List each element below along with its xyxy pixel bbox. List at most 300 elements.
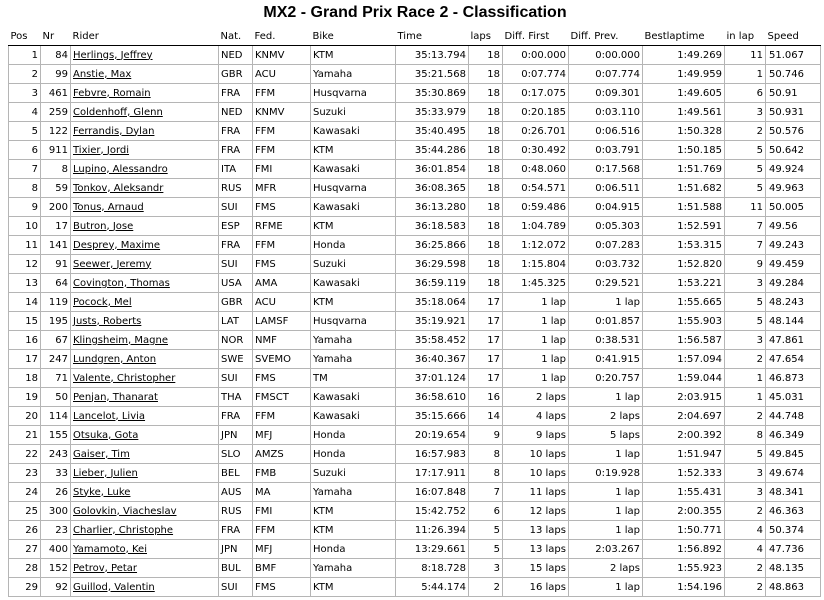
- col-header-in-lap: in lap: [725, 28, 766, 46]
- time-cell: 36:29.598: [396, 255, 469, 274]
- rider-link[interactable]: Styke, Luke: [73, 486, 131, 498]
- in-lap-cell: 2: [725, 350, 766, 369]
- diff-first-cell: 1 lap: [503, 350, 569, 369]
- rider-link[interactable]: Justs, Roberts: [73, 315, 142, 327]
- diff-first-cell: 16 laps: [503, 578, 569, 597]
- nat-cell: NOR: [219, 331, 253, 350]
- bestlap-cell: 1:51.588: [643, 198, 725, 217]
- nr-cell: 59: [41, 179, 71, 198]
- nr-cell: 400: [41, 540, 71, 559]
- fed-cell: AMZS: [253, 445, 311, 464]
- col-header-laps: laps: [469, 28, 503, 46]
- time-cell: 35:40.495: [396, 122, 469, 141]
- diff-prev-cell: 0:07.283: [569, 236, 643, 255]
- rider-cell: [71, 179, 219, 198]
- pos-cell: 12: [9, 255, 41, 274]
- time-cell: 5:44.174: [396, 578, 469, 597]
- rider-cell: [71, 483, 219, 502]
- nr-cell: 152: [41, 559, 71, 578]
- in-lap-cell: 3: [725, 331, 766, 350]
- speed-cell: 50.91: [766, 84, 821, 103]
- rider-link[interactable]: Tonus, Arnaud: [73, 201, 144, 213]
- rider-link[interactable]: Coldenhoff, Glenn: [73, 106, 163, 118]
- diff-prev-cell: 2 laps: [569, 407, 643, 426]
- table-row: [9, 179, 821, 198]
- time-cell: 35:13.794: [396, 46, 469, 65]
- diff-first-cell: 13 laps: [503, 521, 569, 540]
- pos-cell: 1: [9, 46, 41, 65]
- laps-cell: 17: [469, 293, 503, 312]
- rider-link[interactable]: Golovkin, Viacheslav: [73, 505, 177, 517]
- pos-cell: 23: [9, 464, 41, 483]
- nr-cell: 461: [41, 84, 71, 103]
- in-lap-cell: 11: [725, 198, 766, 217]
- rider-link[interactable]: Yamamoto, Kei: [73, 543, 147, 555]
- bestlap-cell: 1:50.328: [643, 122, 725, 141]
- laps-cell: 18: [469, 179, 503, 198]
- nat-cell: ITA: [219, 160, 253, 179]
- fed-cell: BMF: [253, 559, 311, 578]
- col-header-bestlaptime: Bestlaptime: [643, 28, 725, 46]
- col-header-diff-first: Diff. First: [503, 28, 569, 46]
- diff-prev-cell: 0:41.915: [569, 350, 643, 369]
- speed-cell: 49.459: [766, 255, 821, 274]
- table-row: [9, 369, 821, 388]
- rider-link[interactable]: Pocock, Mel: [73, 296, 132, 308]
- time-cell: 35:30.869: [396, 84, 469, 103]
- bike-cell: Yamaha: [311, 350, 396, 369]
- bestlap-cell: 1:50.771: [643, 521, 725, 540]
- nr-cell: 247: [41, 350, 71, 369]
- pos-cell: 14: [9, 293, 41, 312]
- time-cell: 35:58.452: [396, 331, 469, 350]
- nr-cell: 114: [41, 407, 71, 426]
- time-cell: 36:25.866: [396, 236, 469, 255]
- bike-cell: Kawasaki: [311, 274, 396, 293]
- bike-cell: Yamaha: [311, 331, 396, 350]
- speed-cell: 45.031: [766, 388, 821, 407]
- rider-link[interactable]: Otsuka, Gota: [73, 429, 139, 441]
- pos-cell: 21: [9, 426, 41, 445]
- bike-cell: Husqvarna: [311, 179, 396, 198]
- bike-cell: KTM: [311, 141, 396, 160]
- nat-cell: GBR: [219, 65, 253, 84]
- diff-first-cell: 1:12.072: [503, 236, 569, 255]
- nat-cell: RUS: [219, 502, 253, 521]
- laps-cell: 2: [469, 578, 503, 597]
- diff-first-cell: 1 lap: [503, 312, 569, 331]
- rider-link[interactable]: Desprey, Maxime: [73, 239, 161, 251]
- diff-prev-cell: 0:19.928: [569, 464, 643, 483]
- fed-cell: FFM: [253, 236, 311, 255]
- rider-link[interactable]: Klingsheim, Magne: [73, 334, 168, 346]
- table-row: [9, 331, 821, 350]
- bestlap-cell: 1:49.959: [643, 65, 725, 84]
- col-header-time: Time: [396, 28, 469, 46]
- bike-cell: TM: [311, 369, 396, 388]
- col-header-speed: Speed: [766, 28, 821, 46]
- bestlap-cell: 1:49.561: [643, 103, 725, 122]
- rider-cell: [71, 540, 219, 559]
- pos-cell: 16: [9, 331, 41, 350]
- pos-cell: 29: [9, 578, 41, 597]
- nr-cell: 200: [41, 198, 71, 217]
- rider-cell: [71, 46, 219, 65]
- laps-cell: 7: [469, 483, 503, 502]
- table-row: [9, 103, 821, 122]
- in-lap-cell: 9: [725, 255, 766, 274]
- fed-cell: FFM: [253, 84, 311, 103]
- fed-cell: FFM: [253, 141, 311, 160]
- speed-cell: 48.863: [766, 578, 821, 597]
- bike-cell: KTM: [311, 502, 396, 521]
- bike-cell: Honda: [311, 236, 396, 255]
- speed-cell: 49.924: [766, 160, 821, 179]
- col-header-nat: Nat.: [219, 28, 253, 46]
- time-cell: 35:33.979: [396, 103, 469, 122]
- nat-cell: AUS: [219, 483, 253, 502]
- fed-cell: FMB: [253, 464, 311, 483]
- time-cell: 35:19.921: [396, 312, 469, 331]
- rider-link[interactable]: Guillod, Valentin: [73, 581, 155, 593]
- time-cell: 37:01.124: [396, 369, 469, 388]
- bike-cell: Yamaha: [311, 559, 396, 578]
- in-lap-cell: 7: [725, 217, 766, 236]
- nat-cell: USA: [219, 274, 253, 293]
- table-row: [9, 160, 821, 179]
- nat-cell: FRA: [219, 236, 253, 255]
- nr-cell: 71: [41, 369, 71, 388]
- pos-cell: 17: [9, 350, 41, 369]
- bike-cell: Suzuki: [311, 103, 396, 122]
- table-row: [9, 464, 821, 483]
- rider-cell: [71, 122, 219, 141]
- rider-cell: [71, 521, 219, 540]
- bestlap-cell: 1:55.903: [643, 312, 725, 331]
- diff-first-cell: 0:30.492: [503, 141, 569, 160]
- pos-cell: 3: [9, 84, 41, 103]
- rider-link[interactable]: Ferrandis, Dylan: [73, 125, 155, 137]
- speed-cell: 49.243: [766, 236, 821, 255]
- nat-cell: NED: [219, 46, 253, 65]
- nat-cell: FRA: [219, 521, 253, 540]
- fed-cell: MFJ: [253, 426, 311, 445]
- diff-first-cell: 0:54.571: [503, 179, 569, 198]
- col-header-nr: Nr: [41, 28, 71, 46]
- diff-prev-cell: 0:00.000: [569, 46, 643, 65]
- laps-cell: 18: [469, 141, 503, 160]
- rider-link[interactable]: Febvre, Romain: [73, 87, 151, 99]
- nr-cell: 911: [41, 141, 71, 160]
- fed-cell: FMS: [253, 369, 311, 388]
- rider-link[interactable]: Charlier, Christophe: [73, 524, 174, 536]
- time-cell: 36:58.610: [396, 388, 469, 407]
- bestlap-cell: 1:54.196: [643, 578, 725, 597]
- nr-cell: 17: [41, 217, 71, 236]
- bike-cell: Kawasaki: [311, 407, 396, 426]
- time-cell: 35:15.666: [396, 407, 469, 426]
- rider-cell: [71, 293, 219, 312]
- diff-first-cell: 13 laps: [503, 540, 569, 559]
- diff-prev-cell: 1 lap: [569, 483, 643, 502]
- speed-cell: 46.873: [766, 369, 821, 388]
- time-cell: 36:08.365: [396, 179, 469, 198]
- nr-cell: 23: [41, 521, 71, 540]
- nr-cell: 64: [41, 274, 71, 293]
- bestlap-cell: 1:56.892: [643, 540, 725, 559]
- rider-cell: [71, 407, 219, 426]
- rider-cell: [71, 141, 219, 160]
- speed-cell: 49.284: [766, 274, 821, 293]
- in-lap-cell: 4: [725, 540, 766, 559]
- table-row: [9, 312, 821, 331]
- fed-cell: FMI: [253, 160, 311, 179]
- laps-cell: 18: [469, 122, 503, 141]
- laps-cell: 18: [469, 274, 503, 293]
- rider-cell: [71, 312, 219, 331]
- table-row: [9, 445, 821, 464]
- diff-first-cell: 0:26.701: [503, 122, 569, 141]
- rider-link[interactable]: Penjan, Thanarat: [73, 391, 158, 403]
- laps-cell: 9: [469, 426, 503, 445]
- rider-link[interactable]: Gaiser, Tim: [73, 448, 130, 460]
- diff-prev-cell: 5 laps: [569, 426, 643, 445]
- pos-cell: 2: [9, 65, 41, 84]
- pos-cell: 20: [9, 407, 41, 426]
- bestlap-cell: 2:03.915: [643, 388, 725, 407]
- table-row: [9, 141, 821, 160]
- in-lap-cell: 1: [725, 65, 766, 84]
- pos-cell: 8: [9, 179, 41, 198]
- bestlap-cell: 1:51.947: [643, 445, 725, 464]
- pos-cell: 24: [9, 483, 41, 502]
- bike-cell: Yamaha: [311, 65, 396, 84]
- fed-cell: ACU: [253, 65, 311, 84]
- bike-cell: Kawasaki: [311, 198, 396, 217]
- fed-cell: FFM: [253, 521, 311, 540]
- in-lap-cell: 3: [725, 464, 766, 483]
- nr-cell: 84: [41, 46, 71, 65]
- bike-cell: Kawasaki: [311, 388, 396, 407]
- pos-cell: 15: [9, 312, 41, 331]
- classification-table: [8, 28, 821, 597]
- bike-cell: KTM: [311, 217, 396, 236]
- bestlap-cell: 1:51.769: [643, 160, 725, 179]
- speed-cell: 46.349: [766, 426, 821, 445]
- table-row: [9, 426, 821, 445]
- rider-link[interactable]: Valente, Christopher: [73, 372, 176, 384]
- rider-link[interactable]: Covington, Thomas: [73, 277, 170, 289]
- bestlap-cell: 1:57.094: [643, 350, 725, 369]
- speed-cell: 48.135: [766, 559, 821, 578]
- bike-cell: Husqvarna: [311, 84, 396, 103]
- speed-cell: 46.363: [766, 502, 821, 521]
- rider-link[interactable]: Anstie, Max: [73, 68, 132, 80]
- time-cell: 36:59.119: [396, 274, 469, 293]
- nat-cell: SLO: [219, 445, 253, 464]
- diff-prev-cell: 1 lap: [569, 521, 643, 540]
- nat-cell: THA: [219, 388, 253, 407]
- speed-cell: 50.374: [766, 521, 821, 540]
- classification-table-container: [8, 28, 821, 597]
- diff-first-cell: 1 lap: [503, 369, 569, 388]
- diff-prev-cell: 0:01.857: [569, 312, 643, 331]
- in-lap-cell: 4: [725, 521, 766, 540]
- bestlap-cell: 2:00.355: [643, 502, 725, 521]
- nat-cell: SUI: [219, 255, 253, 274]
- diff-prev-cell: 0:06.511: [569, 179, 643, 198]
- table-row: [9, 274, 821, 293]
- bike-cell: Yamaha: [311, 483, 396, 502]
- speed-cell: 49.674: [766, 464, 821, 483]
- fed-cell: FMI: [253, 502, 311, 521]
- table-row: [9, 198, 821, 217]
- bestlap-cell: 1:52.591: [643, 217, 725, 236]
- col-header-fed: Fed.: [253, 28, 311, 46]
- rider-cell: [71, 255, 219, 274]
- rider-link[interactable]: Lupino, Alessandro: [73, 163, 168, 175]
- table-row: [9, 65, 821, 84]
- pos-cell: 5: [9, 122, 41, 141]
- pos-cell: 18: [9, 369, 41, 388]
- diff-first-cell: 1:15.804: [503, 255, 569, 274]
- time-cell: 8:18.728: [396, 559, 469, 578]
- table-row: [9, 483, 821, 502]
- nr-cell: 91: [41, 255, 71, 274]
- in-lap-cell: 5: [725, 179, 766, 198]
- diff-prev-cell: 0:06.516: [569, 122, 643, 141]
- nr-cell: 122: [41, 122, 71, 141]
- laps-cell: 17: [469, 350, 503, 369]
- in-lap-cell: 5: [725, 160, 766, 179]
- nat-cell: FRA: [219, 141, 253, 160]
- pos-cell: 9: [9, 198, 41, 217]
- nr-cell: 119: [41, 293, 71, 312]
- fed-cell: FFM: [253, 407, 311, 426]
- time-cell: 16:57.983: [396, 445, 469, 464]
- rider-link[interactable]: Lieber, Julien: [73, 467, 138, 479]
- diff-prev-cell: 0:07.774: [569, 65, 643, 84]
- diff-prev-cell: 0:04.915: [569, 198, 643, 217]
- table-row: [9, 293, 821, 312]
- col-header-bike: Bike: [311, 28, 396, 46]
- rider-link[interactable]: Butron, Jose: [73, 220, 134, 232]
- diff-prev-cell: 1 lap: [569, 388, 643, 407]
- diff-first-cell: 0:07.774: [503, 65, 569, 84]
- table-row: [9, 217, 821, 236]
- nat-cell: FRA: [219, 122, 253, 141]
- nr-cell: 155: [41, 426, 71, 445]
- rider-cell: [71, 502, 219, 521]
- bestlap-cell: 1:53.315: [643, 236, 725, 255]
- rider-cell: [71, 350, 219, 369]
- nat-cell: ESP: [219, 217, 253, 236]
- bestlap-cell: 1:50.185: [643, 141, 725, 160]
- rider-cell: [71, 445, 219, 464]
- diff-prev-cell: 0:29.521: [569, 274, 643, 293]
- table-row: [9, 255, 821, 274]
- time-cell: 36:01.854: [396, 160, 469, 179]
- in-lap-cell: 2: [725, 578, 766, 597]
- bike-cell: Honda: [311, 540, 396, 559]
- speed-cell: 51.067: [766, 46, 821, 65]
- time-cell: 36:40.367: [396, 350, 469, 369]
- table-row: [9, 540, 821, 559]
- bike-cell: Husqvarna: [311, 312, 396, 331]
- rider-link[interactable]: Lancelot, Livia: [73, 410, 146, 422]
- rider-link[interactable]: Tixier, Jordi: [73, 144, 130, 156]
- diff-prev-cell: 2:03.267: [569, 540, 643, 559]
- rider-cell: [71, 198, 219, 217]
- diff-prev-cell: 0:09.301: [569, 84, 643, 103]
- diff-first-cell: 1:04.789: [503, 217, 569, 236]
- table-row: [9, 388, 821, 407]
- pos-cell: 27: [9, 540, 41, 559]
- time-cell: 17:17.911: [396, 464, 469, 483]
- nat-cell: RUS: [219, 179, 253, 198]
- bike-cell: Honda: [311, 426, 396, 445]
- fed-cell: KNMV: [253, 46, 311, 65]
- in-lap-cell: 11: [725, 46, 766, 65]
- speed-cell: 44.748: [766, 407, 821, 426]
- speed-cell: 50.005: [766, 198, 821, 217]
- speed-cell: 48.243: [766, 293, 821, 312]
- time-cell: 36:18.583: [396, 217, 469, 236]
- in-lap-cell: 5: [725, 312, 766, 331]
- table-row: [9, 559, 821, 578]
- bike-cell: Suzuki: [311, 464, 396, 483]
- laps-cell: 6: [469, 502, 503, 521]
- bestlap-cell: 1:53.221: [643, 274, 725, 293]
- nat-cell: JPN: [219, 540, 253, 559]
- diff-first-cell: 9 laps: [503, 426, 569, 445]
- nat-cell: SWE: [219, 350, 253, 369]
- speed-cell: 50.931: [766, 103, 821, 122]
- diff-prev-cell: 1 lap: [569, 445, 643, 464]
- rider-link[interactable]: Petrov, Petar: [73, 562, 138, 574]
- laps-cell: 18: [469, 255, 503, 274]
- in-lap-cell: 5: [725, 141, 766, 160]
- nat-cell: SUI: [219, 369, 253, 388]
- rider-link[interactable]: Tonkov, Aleksandr: [73, 182, 164, 194]
- bike-cell: KTM: [311, 293, 396, 312]
- rider-cell: [71, 369, 219, 388]
- laps-cell: 18: [469, 65, 503, 84]
- table-row: [9, 84, 821, 103]
- speed-cell: 49.56: [766, 217, 821, 236]
- diff-prev-cell: 2 laps: [569, 559, 643, 578]
- diff-prev-cell: 0:03.732: [569, 255, 643, 274]
- pos-cell: 6: [9, 141, 41, 160]
- nr-cell: 195: [41, 312, 71, 331]
- rider-cell: [71, 217, 219, 236]
- nat-cell: SUI: [219, 198, 253, 217]
- col-header-pos: Pos: [9, 28, 41, 46]
- nr-cell: 67: [41, 331, 71, 350]
- diff-first-cell: 10 laps: [503, 445, 569, 464]
- fed-cell: AMA: [253, 274, 311, 293]
- rider-link[interactable]: Herlings, Jeffrey: [73, 49, 153, 61]
- diff-first-cell: 1 lap: [503, 293, 569, 312]
- diff-prev-cell: 1 lap: [569, 578, 643, 597]
- rider-link[interactable]: Lundgren, Anton: [73, 353, 157, 365]
- time-cell: 35:44.286: [396, 141, 469, 160]
- pos-cell: 26: [9, 521, 41, 540]
- table-row: [9, 578, 821, 597]
- fed-cell: LAMSF: [253, 312, 311, 331]
- bestlap-cell: 1:49.269: [643, 46, 725, 65]
- rider-link[interactable]: Seewer, Jeremy: [73, 258, 152, 270]
